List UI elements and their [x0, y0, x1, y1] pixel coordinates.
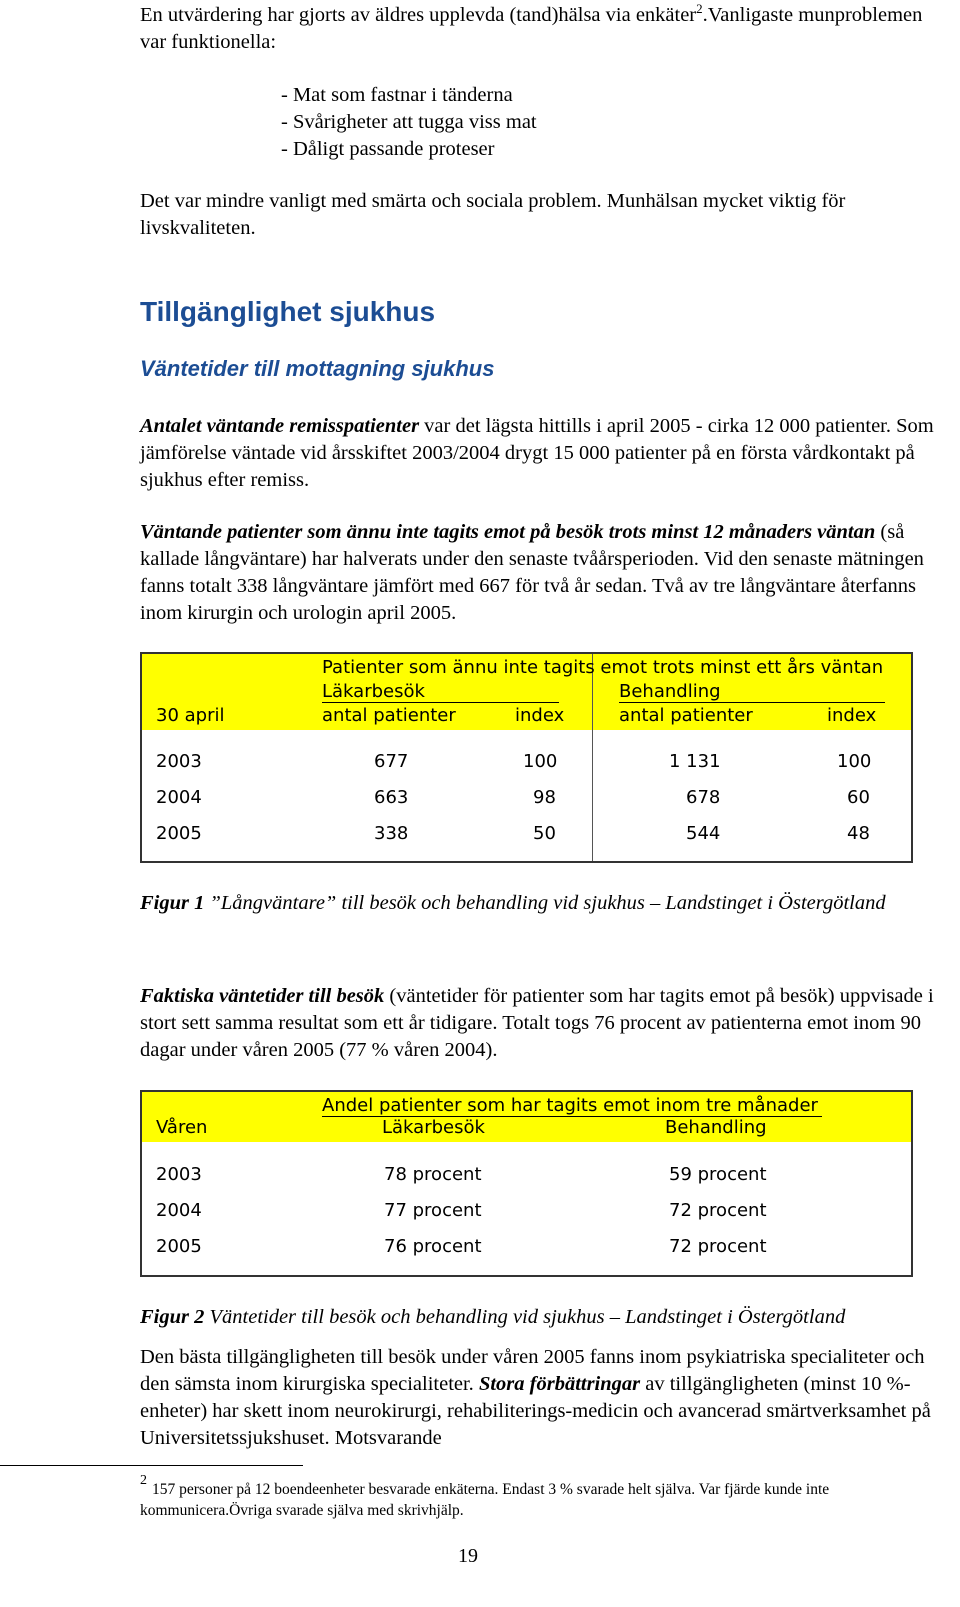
problem-item-1: - Mat som fastnar i tänderna: [281, 84, 513, 106]
table-title: Andel patienter som har tagits emot inom tre månader: [322, 1095, 818, 1116]
table-cell: 544: [686, 823, 721, 844]
paragraph-faktiska-vantetider: [140, 983, 940, 1064]
paragraph-tillganglighet: [140, 1344, 940, 1452]
table-langvantare: [140, 652, 913, 863]
table-cell: 98: [533, 787, 556, 808]
table-cell: 678: [686, 787, 721, 808]
table-cell: 1 131: [669, 751, 721, 772]
table-cell: 77 procent: [384, 1200, 482, 1221]
table-cell: 100: [523, 751, 558, 772]
table-cell: 677: [374, 751, 409, 772]
table-cell-year: 2005: [156, 823, 202, 844]
table-cell: 100: [837, 751, 872, 772]
footnote-number: 2: [140, 1473, 147, 1488]
paragraph-text: (väntetider för patienter som har tagits emot på besök) uppvisade i stort sett samma resultat som ett år tidigare. Totalt togs 76 procent av patienterna emot inom 90 dagar under våren 2005 (77 % våren 2004).: [140, 985, 934, 1061]
table-cell-year: 2003: [156, 1164, 202, 1185]
table-cell: 48: [847, 823, 870, 844]
page-number: 19: [458, 1545, 478, 1567]
subsection-heading: Väntetider till mottagning sjukhus: [140, 356, 495, 381]
column-header-date: 30 april: [156, 705, 225, 726]
figure-label: Figur 1: [140, 892, 205, 914]
table-cell: 338: [374, 823, 409, 844]
column-header-behandling: Behandling: [665, 1117, 767, 1138]
group-header-behandling: Behandling: [619, 681, 721, 702]
paragraph-text: Den bästa tillgängligheten till besök under våren 2005 fanns inom psykiatriska specialiteter och den sämsta inom kirurgiska specialiteter.: [140, 1346, 925, 1395]
table-cell: 78 procent: [384, 1164, 482, 1185]
problem-item-2: - Svårigheter att tugga viss mat: [281, 111, 537, 133]
table-cell: 663: [374, 787, 409, 808]
table-cell: 72 procent: [669, 1200, 767, 1221]
group-underline: [619, 702, 885, 703]
figure-caption-1: [140, 890, 940, 917]
column-header-antal: antal patienter: [619, 705, 753, 726]
table-cell: 50: [533, 823, 556, 844]
column-header-lakarbesok: Läkarbesök: [382, 1117, 485, 1138]
problem-item-3: - Dåligt passande proteser: [281, 138, 495, 160]
table-cell-year: 2005: [156, 1236, 202, 1257]
emphasis: Stora förbättringar: [478, 1373, 641, 1395]
paragraph-remisspatienter: [140, 413, 940, 494]
footnote-text: [140, 1479, 930, 1521]
intro-after-list: Det var mindre vanligt med smärta och sociala problem. Munhälsan mycket viktig för livskvaliteten.: [140, 190, 846, 239]
table-cell: 59 procent: [669, 1164, 767, 1185]
footnote-separator: [0, 1465, 303, 1466]
table-cell: 60: [847, 787, 870, 808]
footnote-body: 157 personer på 12 boendeenheter besvarade enkäterna. Endast 3 % svarade helt själva. Var fjärde kunde inte kommunicera.Övriga svarade själva med skrivhjälp.: [140, 1481, 830, 1519]
table-cell-year: 2003: [156, 751, 202, 772]
column-header-date: Våren: [156, 1117, 208, 1138]
table-cell: 76 procent: [384, 1236, 482, 1257]
figure-caption-2: [140, 1304, 940, 1331]
emphasis: Faktiska väntetider till besök: [140, 985, 385, 1007]
intro-paragraph: [140, 2, 940, 56]
table-cell-year: 2004: [156, 787, 202, 808]
column-header-index: index: [827, 705, 877, 726]
group-header-lakarbesok: Läkarbesök: [322, 681, 425, 702]
table-title: Patienter som ännu inte tagits emot trots minst ett års väntan: [322, 657, 884, 678]
paragraph-text: (så kallade långväntare) har halverats under den senaste tvåårsperioden. Vid den senaste mätningen fanns totalt 338 långväntare jämfört med 667 för två år sedan. Två av tre långväntare återfanns inom kirurgin och urologin april 2005.: [140, 521, 924, 624]
table-cell: 72 procent: [669, 1236, 767, 1257]
intro-text: En utvärdering har gjorts av äldres upplevda (tand)hälsa via enkäter: [140, 4, 697, 26]
table-cell-year: 2004: [156, 1200, 202, 1221]
figure-caption-text: ”Långväntare” till besök och behandling vid sjukhus – Landstinget i Östergötland: [204, 892, 886, 914]
section-heading: Tillgänglighet sjukhus: [140, 296, 436, 327]
emphasis: Väntande patienter som ännu inte tagits emot på besök trots minst 12 månaders väntan: [140, 521, 876, 543]
paragraph-langvantare: [140, 519, 940, 627]
figure-caption-text: Väntetider till besök och behandling vid sjukhus – Landstinget i Östergötland: [204, 1306, 846, 1328]
column-divider: [592, 654, 593, 861]
column-header-antal: antal patienter: [322, 705, 456, 726]
column-header-index: index: [515, 705, 565, 726]
table-andel-patienter: [140, 1090, 913, 1277]
paragraph-text: var det lägsta hittills i april 2005 - cirka 12 000 patienter. Som jämförelse väntade vid årsskiftet 2003/2004 drygt 15 000 patienter på en första vårdkontakt på sjukhus efter remiss.: [140, 415, 934, 491]
group-underline: [322, 702, 559, 703]
figure-label: Figur 2: [140, 1306, 205, 1328]
intro-text-cont: .Vanligaste munproblemen var funktionella:: [140, 4, 923, 53]
paragraph-text: av tillgängligheten (minst 10 %-enheter) har skett inom neurokirurgi, rehabiliterings-medicin och avancerad smärtverksamhet på Universitetssjukshuset. Motsvarande: [140, 1373, 931, 1449]
footnote-ref[interactable]: 2: [696, 1, 703, 17]
emphasis: Antalet väntande remisspatienter: [140, 415, 420, 437]
